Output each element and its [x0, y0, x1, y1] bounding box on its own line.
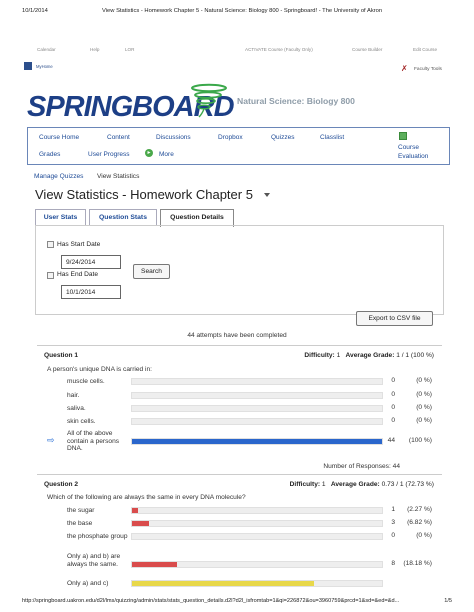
answer-label: skin cells. [67, 418, 96, 425]
answer-bar [131, 378, 383, 385]
answer-bar-fill [132, 439, 382, 444]
nav-dropbox[interactable]: Dropbox [218, 134, 243, 141]
tab-question-details[interactable]: Question Details [160, 209, 234, 227]
answer-label: Only a) and c) [67, 580, 109, 587]
answer-bar-fill [132, 562, 177, 567]
section-divider [37, 345, 442, 346]
myhome-label[interactable]: MyHome [36, 64, 53, 69]
nav-course-evaluation-line2[interactable]: Evaluation [398, 153, 429, 160]
tornado-logo-icon [190, 83, 228, 119]
attempts-summary: 44 attempts have been completed [187, 332, 287, 339]
difficulty-label: Difficulty: [304, 352, 335, 359]
answer-bar [131, 438, 383, 445]
print-footer-url: http://springboard.uakron.edu/d2l/lms/quizzing/admin/stats/stats_question_details.d2l?d2l_isfromtab=1&qi=226872&ou=3960759&prcd=1&sd=&ed=&d... [22, 598, 400, 604]
breadcrumb [34, 173, 140, 180]
print-page-title: View Statistics - Homework Chapter 5 - Natural Science: Biology 800 - Springboard! - The University of Akron [102, 8, 383, 14]
nav-more[interactable]: More [159, 151, 174, 158]
breadcrumb-manage-quizzes[interactable]: Manage Quizzes [34, 173, 84, 180]
tab-user-stats[interactable]: User Stats [35, 209, 86, 226]
avg-grade-label: Average Grade: [345, 352, 395, 359]
responses-value: 44 [392, 463, 400, 470]
avg-grade-label: Average Grade: [330, 481, 380, 488]
answer-label: saliva. [67, 405, 86, 412]
nav-quizzes[interactable]: Quizzes [271, 134, 295, 141]
answer-percent: (6.82 %) [407, 519, 432, 526]
has-start-date-label: Has Start Date [57, 241, 101, 248]
print-page-number: 1/5 [444, 598, 452, 604]
answer-count: 1 [391, 506, 395, 513]
question-title: Question 1 [44, 352, 79, 359]
answer-count: 8 [391, 560, 395, 567]
question-1-responses [323, 463, 400, 470]
course-builder-link[interactable]: Course Builder [352, 47, 383, 52]
question-divider [37, 474, 442, 475]
answer-label: the base [67, 520, 93, 527]
answer-count: 0 [391, 391, 395, 398]
question-title: Question 2 [44, 481, 79, 488]
search-button[interactable]: Search [133, 264, 170, 279]
answer-bar [131, 561, 383, 568]
answer-label: All of the above contain a persons DNA. [67, 430, 120, 453]
answer-percent: (0 %) [416, 391, 432, 398]
answer-label: Only a) and b) are always the same. [67, 553, 121, 568]
answer-percent: (18.18 %) [403, 560, 432, 567]
faculty-tools-link[interactable]: Faculty Tools [414, 67, 442, 72]
answer-bar [131, 405, 383, 412]
question-2-text: Which of the following are always the same in every DNA molecule? [47, 494, 246, 501]
responses-label: Number of Responses: [323, 463, 391, 470]
answer-label: the sugar [67, 507, 95, 514]
title-dropdown-icon[interactable] [264, 193, 270, 197]
export-csv-button[interactable]: Export to CSV file [356, 311, 433, 326]
end-date-input[interactable]: 10/1/2014 [61, 285, 121, 299]
answer-percent: (0 %) [416, 404, 432, 411]
print-header [22, 8, 452, 18]
activate-course-link[interactable]: ACTIVATE Course (Faculty Only) [245, 47, 313, 52]
springboard-logo[interactable]: SPRINGBOARD [27, 91, 234, 123]
answer-bar [131, 580, 383, 587]
answer-count: 0 [391, 377, 395, 384]
answer-bar [131, 507, 383, 514]
answer-bar [131, 520, 383, 527]
edit-course-link[interactable]: Edit Course [413, 47, 438, 52]
nav-grades[interactable]: Grades [39, 151, 61, 158]
course-navbar [27, 127, 450, 165]
nav-course-evaluation[interactable]: Course [398, 144, 419, 151]
nav-course-home[interactable]: Course Home [39, 134, 80, 141]
answer-label: muscle cells. [67, 378, 105, 385]
question-2-header [44, 481, 434, 488]
question-1-text: A person's unique DNA is carried in: [47, 366, 152, 373]
answer-count: 3 [391, 519, 395, 526]
nav-user-progress[interactable]: User Progress [88, 151, 130, 158]
question-1-header [44, 352, 434, 359]
more-icon[interactable]: ▸ [145, 149, 153, 157]
tools-icon[interactable]: ✗ [401, 64, 408, 73]
date-filter-panel [35, 225, 444, 315]
tab-question-stats[interactable]: Question Stats [89, 209, 157, 226]
answer-count: 0 [391, 404, 395, 411]
top-nav [37, 47, 454, 57]
page-title: View Statistics - Homework Chapter 5 [35, 187, 253, 202]
difficulty-value: 1 [321, 481, 326, 488]
has-end-date-label: Has End Date [57, 271, 99, 278]
answer-bar [131, 533, 383, 540]
answer-bar-fill [132, 508, 138, 513]
answer-count: 0 [391, 532, 395, 539]
help-link[interactable]: Help [90, 47, 100, 52]
avg-grade-value: 0.73 / 1 (72.73 %) [381, 481, 434, 488]
has-start-date-checkbox[interactable] [47, 241, 54, 248]
difficulty-value: 1 [336, 352, 341, 359]
answer-count: 44 [387, 437, 395, 444]
answer-percent: (0 %) [416, 377, 432, 384]
difficulty-label: Difficulty: [289, 481, 321, 488]
start-date-input[interactable]: 9/24/2014 [61, 255, 121, 269]
correct-answer-arrow-icon: ⇨ [47, 435, 55, 445]
answer-percent: (0 %) [416, 417, 432, 424]
lor-link[interactable]: LOR [125, 47, 135, 52]
course-evaluation-icon[interactable] [399, 132, 407, 140]
myhome-icon[interactable] [24, 62, 32, 70]
breadcrumb-current: View Statistics [97, 173, 140, 180]
course-title: Natural Science: Biology 800 [237, 96, 355, 106]
answer-percent: (0 %) [416, 532, 432, 539]
question-stats [290, 481, 434, 488]
answer-bar-fill [132, 581, 314, 586]
nav-discussions[interactable]: Discussions [156, 134, 191, 141]
answer-count: 0 [391, 417, 395, 424]
answer-percent: (2.27 %) [407, 506, 432, 513]
avg-grade-value: 1 / 1 (100 %) [396, 352, 434, 359]
has-end-date-checkbox[interactable] [47, 272, 54, 279]
print-date: 10/1/2014 [22, 8, 48, 14]
nav-content[interactable]: Content [107, 134, 130, 141]
question-stats [304, 352, 434, 359]
answer-label: hair. [67, 392, 80, 399]
nav-classlist[interactable]: Classlist [320, 134, 345, 141]
answer-bar [131, 392, 383, 399]
calendar-link[interactable]: Calendar [37, 47, 56, 52]
answer-percent: (100 %) [408, 437, 432, 444]
answer-bar-fill [132, 521, 149, 526]
answer-bar [131, 418, 383, 425]
print-footer [22, 598, 452, 604]
answer-label: the phosphate group [67, 533, 128, 540]
